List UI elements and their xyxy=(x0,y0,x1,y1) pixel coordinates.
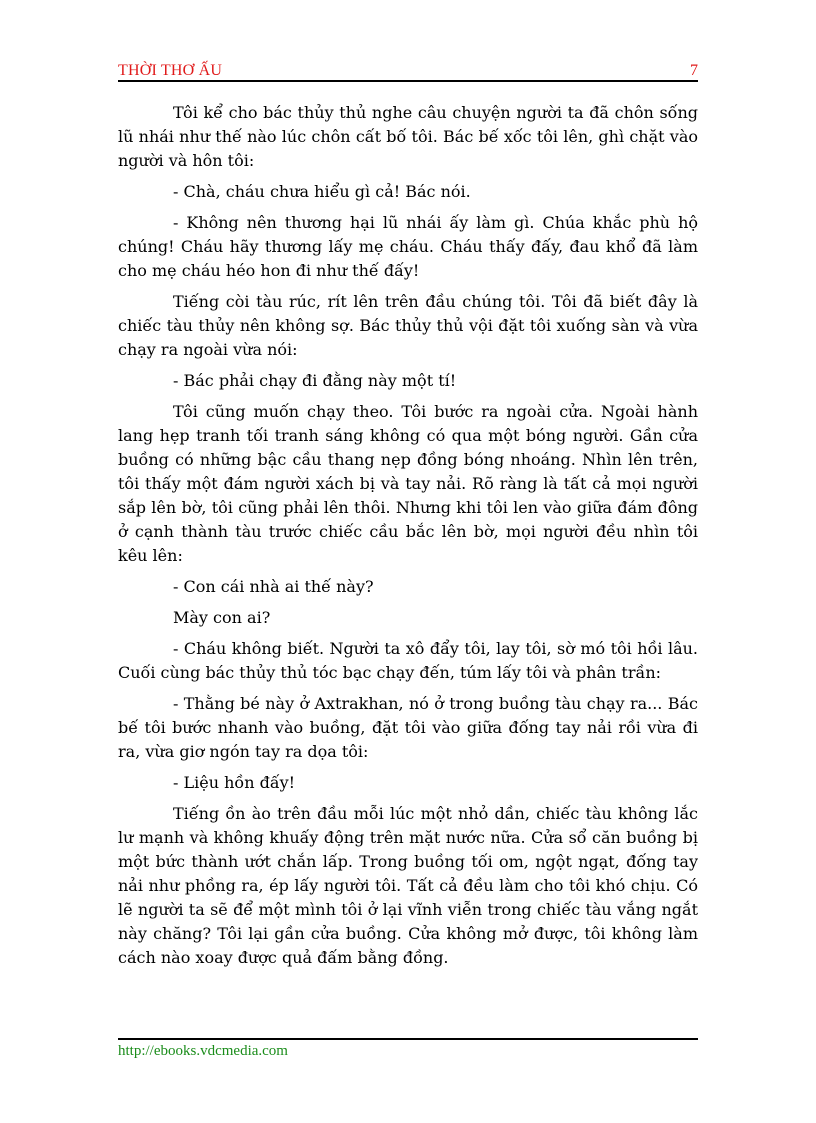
paragraph: Tiếng ồn ào trên đầu mỗi lúc một nhỏ dần, chiếc tàu không lắc lư mạnh và không khuấy động trên mặt nước nữa. Cửa sổ căn buồng bị một bức thành ướt chắn lấp. Trong buồng tối om, ngột ngạt, đống tay nải như phồng ra, ép lấy người tôi. Tất cả đều làm cho tôi khó chịu. Có lẽ người ta sẽ để một mình tôi ở lại vĩnh viễn trong chiếc tàu vắng ngắt này chăng? Tôi lại gần cửa buồng. Cửa không mở được, tôi không làm cách nào xoay được quả đấm bằng đồng. xyxy=(118,804,698,967)
footer-link[interactable]: http://ebooks.vdcmedia.com xyxy=(118,1043,288,1059)
paragraph: Tiếng còi tàu rúc, rít lên trên đầu chúng tôi. Tôi đã biết đây là chiếc tàu thủy nên không sợ. Bác thủy thủ vội đặt tôi xuống sàn và vừa chạy ra ngoài vừa nói: xyxy=(118,292,698,359)
paragraph: - Chà, cháu chưa hiểu gì cả! Bác nói. xyxy=(173,182,471,201)
paragraph: - Bác phải chạy đi đằng này một tí! xyxy=(173,371,457,390)
paragraph: - Cháu không biết. Người ta xô đẩy tôi, lay tôi, sờ mó tôi hồi lâu. Cuối cùng bác thủy thủ tóc bạc chạy đến, túm lấy tôi và phân trần: xyxy=(118,639,698,682)
page-number: 7 xyxy=(690,62,698,79)
footer-divider xyxy=(118,1038,698,1040)
paragraph: - Con cái nhà ai thế này? xyxy=(173,577,374,596)
paragraph: - Liệu hồn đấy! xyxy=(173,773,296,792)
book-title: THỜI THƠ ẤU xyxy=(118,62,223,79)
paragraph: Tôi cũng muốn chạy theo. Tôi bước ra ngoài cửa. Ngoài hành lang hẹp tranh tối tranh sáng không có qua một bóng người. Gần cửa buồng có những bậc cầu thang nẹp đồng bóng nhoáng. Nhìn lên trên, tôi thấy một đám người xách bị và tay nải. Rõ ràng là tất cả mọi người sắp lên bờ, tôi cũng phải lên thôi. Nhưng khi tôi len vào giữa đám đông ở cạnh thành tàu trước chiếc cầu bắc lên bờ, mọi người đều nhìn tôi kêu lên: xyxy=(118,402,698,565)
paragraph: - Không nên thương hại lũ nhái ấy làm gì. Chúa khắc phù hộ chúng! Cháu hãy thương lấy mẹ cháu. Cháu thấy đấy, đau khổ đã làm cho mẹ cháu héo hon đi như thế đấy! xyxy=(118,213,698,280)
paragraph: Tôi kể cho bác thủy thủ nghe câu chuyện người ta đã chôn sống lũ nhái như thế nào lúc chôn cất bố tôi. Bác bế xốc tôi lên, ghì chặt vào người và hôn tôi: xyxy=(118,103,698,170)
page-header xyxy=(118,60,698,82)
page-body xyxy=(118,101,698,977)
paragraph: Mày con ai? xyxy=(173,608,271,627)
paragraph: - Thằng bé này ở Axtrakhan, nó ở trong buồng tàu chạy ra... Bác bế tôi bước nhanh vào buồng, đặt tôi vào giữa đống tay nải rồi vừa đi ra, vừa giơ ngón tay ra dọa tôi: xyxy=(118,694,698,761)
